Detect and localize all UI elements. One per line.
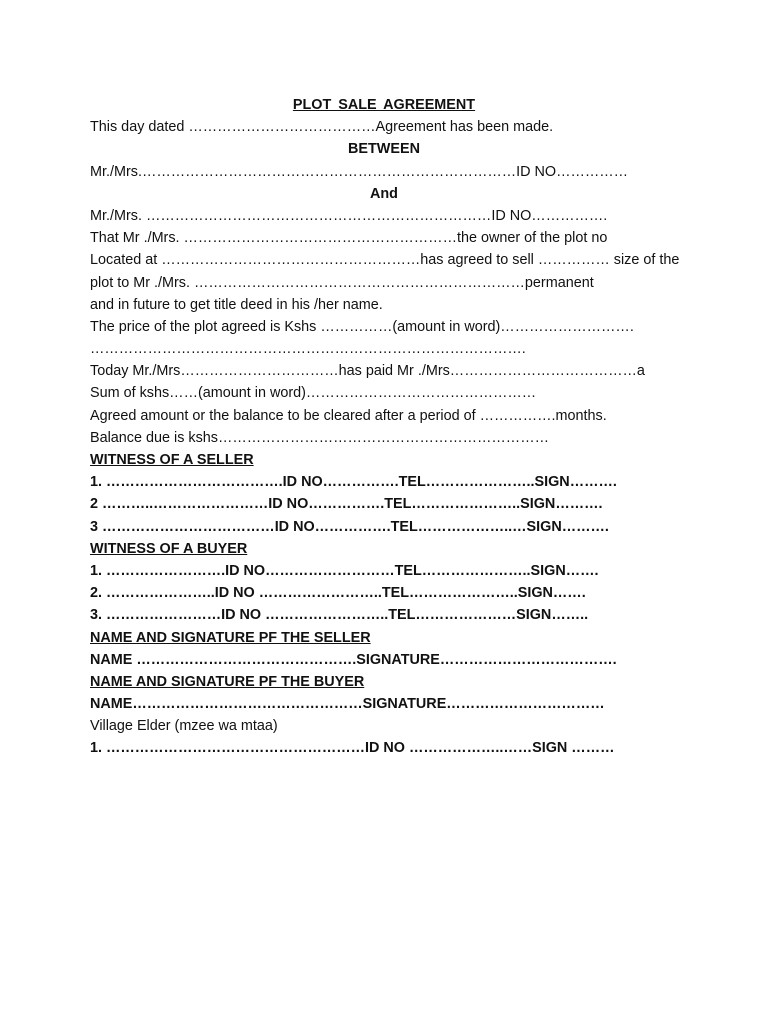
buyer-line: plot to Mr ./Mrs. ……………………………………………………………permanent xyxy=(90,274,594,291)
seller-witness-row: 3 ………………………………ID NO…………….TEL………………..…SIGN………. xyxy=(90,518,609,535)
seller-witness-heading: WITNESS OF A SELLER xyxy=(90,452,254,468)
price-continuation-line: ………………………………………………………………………………. xyxy=(90,341,526,358)
village-elder-heading: Village Elder (mzee wa mtaa) xyxy=(90,718,278,735)
between-heading: BETWEEN xyxy=(348,141,420,158)
party-one-line: Mr./Mrs.……………………………………………………………………ID NO…………… xyxy=(90,163,629,180)
payment-line: Today Mr./Mrs……………………………has paid Mr ./Mrs…………………………………a xyxy=(90,363,645,380)
balance-due-line: Balance due is kshs…………………………………………………………… xyxy=(90,429,549,446)
title-deed-line: and in future to get title deed in his /her name. xyxy=(90,296,383,313)
buyer-witness-row: 1. …………………….ID NO………………………TEL…………………..SIGN……. xyxy=(90,562,599,579)
buyer-signature-heading: NAME AND SIGNATURE PF THE BUYER xyxy=(90,673,365,690)
owner-line: That Mr ./Mrs. …………………………………………………the owner of the plot no xyxy=(90,230,608,247)
seller-signature-row: NAME ……………………………………….SIGNATURE………………………………. xyxy=(90,651,617,668)
document-title: PLOT SALE AGREEMENT xyxy=(292,97,476,113)
seller-signature-heading: NAME AND SIGNATURE PF THE SELLER xyxy=(90,629,371,646)
buyer-witness-row: 3. ……………………ID NO ……………………..TEL…………………SIGN…….. xyxy=(90,607,589,624)
party-two-line: Mr./Mrs. ………………………………………………………………ID NO……………. xyxy=(90,207,608,224)
location-line: Located at ………………………………………………has agreed to sell …………… size of the xyxy=(90,252,680,269)
village-elder-row: 1. ………………………………………………ID NO ………………..……SIGN ……… xyxy=(90,740,615,757)
seller-witness-row: 1. ……………………………….ID NO…………….TEL…………………..SIGN………. xyxy=(90,474,617,491)
date-line: This day dated …………………………………Agreement has been made. xyxy=(90,119,554,136)
and-heading: And xyxy=(370,185,398,202)
buyer-witness-heading: WITNESS OF A BUYER xyxy=(90,540,248,557)
buyer-witness-row: 2. …………………..ID NO ……………………..TEL…………………..SIGN……. xyxy=(90,585,586,602)
balance-period-line: Agreed amount or the balance to be cleared after a period of …………….months. xyxy=(90,407,607,424)
seller-witness-row: 2 ………..……………………ID NO…………….TEL…………………..SIGN………. xyxy=(90,496,603,513)
buyer-signature-row: NAME…………………………………………SIGNATURE…………………………… xyxy=(90,696,605,713)
price-line: The price of the plot agreed is Kshs ……………(amount in word)………………………. xyxy=(90,318,634,335)
sum-line: Sum of kshs……(amount in word)………………………………………… xyxy=(90,385,537,402)
agreement-body xyxy=(90,94,690,760)
